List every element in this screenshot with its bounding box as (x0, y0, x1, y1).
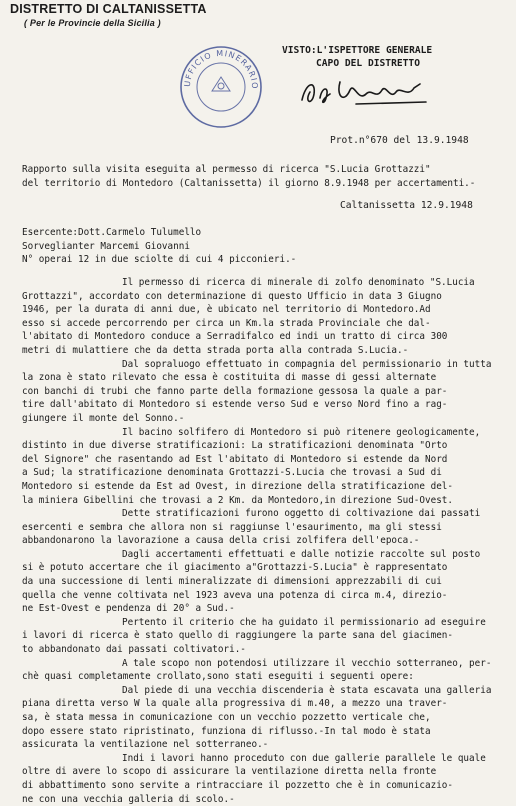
report-body (22, 276, 500, 806)
body-line: Grottazzi", accordato con determinazione di questo Ufficio in data 3 Giugno (22, 290, 442, 302)
info-line: Esercente:Dott.Carmelo Tulumello (22, 227, 202, 238)
info-block (22, 226, 500, 267)
body-line: 1946, per la durata di anni due, è ubicato nel territorio di Montedoro.Ad (22, 304, 431, 316)
body-line: Pertento il criterio che ha guidato il permissionario ad eseguire (122, 616, 486, 628)
info-line: Sorveglianter Marcemi Giovanni (22, 240, 190, 252)
body-line: Il bacino solfifero di Montedoro si può ritenere geologicamente, (122, 426, 481, 438)
body-line: Indi i lavori hanno proceduto con due gallerie parallele le quale (122, 752, 486, 764)
place-date: Caltanissetta 12.9.1948 (340, 200, 473, 211)
body-line: A tale scopo non potendosi utilizzare il vecchio sotterraneo, per- (122, 657, 492, 669)
body-line: del Signore" che rasentando ad Est l'abitato di Montedoro si estende da Nord (22, 453, 448, 465)
body-line: assicurata la ventilazione nel sotterraneo.- (22, 739, 269, 751)
approval-block (282, 44, 432, 70)
body-line: Dagli accertamenti effettuati e dalle notizie raccolte sul posto (122, 548, 481, 560)
body-line: l'abitato di Montedoro conduce a Serradifalco ed indi un tratto di circa 300 (22, 331, 448, 343)
body-line: la zona è stato rilevato che essa è costituita di masse di gessi alternate (22, 372, 437, 384)
official-seal-icon (178, 44, 264, 130)
body-line: Il permesso di ricerca di minerale di zolfo denominato "S.Lucia (122, 277, 475, 288)
body-line: metri di mulattiere che da detta strada porta alla contrada S.Lucia.- (22, 344, 409, 356)
body-line: esercenti e sembra che allora non si raggiunse l'esaurimento, ma gli stessi (22, 521, 442, 533)
body-line: distinto in due diverse stratificazioni: La stratificazioni denominata "Orto (22, 440, 448, 452)
body-line: to abbandonato dai passati coltivatori.- (22, 644, 246, 656)
body-line: dopo essere stato ripristinato, funziona di riflusso.-In tal modo è stata (22, 725, 431, 737)
body-line: Dal sopraluogo effettuato in compagnia del permissionario in tutta (122, 358, 492, 370)
body-line: di abbattimento sono servite a rintracciare il pozzetto che è in comunicazio- (22, 779, 453, 791)
seal-text: UFFICIO MINERARIO (182, 48, 260, 90)
body-line: chè quasi completamente crollato,sono stati eseguiti i seguenti opere: (22, 671, 414, 683)
visto-line-2: CAPO DEL DISTRETTO (316, 58, 420, 69)
body-line: piana diretta verso W la quale alla progressiva di m.40, a mezzo una traver- (22, 698, 448, 710)
provinces-line: ( Per le Provincie della Sicilia ) (24, 18, 161, 28)
info-line: N° operai 12 in due sciolte di cui 4 picconieri.- (22, 254, 297, 266)
body-line: a Sud; la stratificazione denominata Grottazzi-S.Lucia che trovasi a Sud di (22, 467, 442, 479)
svg-text:UFFICIO MINERARIO (183, 49, 259, 90)
body-line: da una successione di lenti mineralizzate di dimensioni apprezzabili di cui (22, 576, 442, 588)
body-line: la miniera Gibellini che trovasi a 2 Km. da Montedoro,in direzione Sud-Ovest. (22, 494, 453, 506)
body-line: Dal piede di una vecchia discenderia è stata escavata una galleria (122, 684, 492, 696)
body-line: ne con una vecchia galleria di scolo.- (22, 793, 235, 805)
body-line: ne Est-Ovest e pendenza di 20° a Sud.- (22, 603, 235, 615)
body-line: abbandonarono la lavorazione a causa della crisi zolfifera dell'epoca.- (22, 535, 420, 547)
protocol-number: Prot.n°670 del 13.9.1948 (330, 135, 469, 146)
report-title (22, 163, 500, 190)
title-line: del territorio di Montedoro (Caltanissetta) il giorno 8.9.1948 per accertamenti.- (22, 177, 476, 189)
body-line: giungere il monte del Sonno.- (22, 412, 185, 424)
body-line: con banchi di trubi che fanno parte della formazione gessosa la quale a par- (22, 385, 448, 397)
office-header-stamp (10, 2, 207, 28)
body-line: quella che venne coltivata nel 1923 aveva una potenza di circa m.4, direzio- (22, 589, 448, 601)
body-line: esso si accede percorrendo per circa un Km.la strada Provinciale che dal- (22, 317, 431, 329)
body-line: tire dall'abitato di Montedoro si estende verso Sud e verso Nord fino a rag- (22, 399, 448, 411)
visto-line-1: VISTO:L'ISPETTORE GENERALE (282, 45, 433, 56)
office-name: DISTRETTO DI CALTANISSETTA (10, 2, 207, 16)
body-line: si è potuto accertare che il giacimento a"Grottazzi-S.Lucia" è rappresentato (22, 562, 448, 574)
body-line: i lavori di ricerca è stato quello di raggiungere la parte sana del giacimen- (22, 630, 453, 642)
title-line: Rapporto sulla visita eseguita al permesso di ricerca "S.Lucia Grottazzi" (22, 164, 431, 175)
body-line: Dette stratificazioni furono oggetto di coltivazione dai passati (122, 508, 481, 520)
body-line: oltre di avere lo scopo di assicurare la ventilazione diretta nella fronte (22, 766, 437, 778)
body-line: Montedoro si estende da Est ad Ovest, in direzione della stratificazione del- (22, 480, 453, 492)
body-line: sa, è stata messa in comunicazione con un vecchio pozzetto verticale che, (22, 712, 431, 723)
handwritten-signature-icon (296, 72, 456, 112)
